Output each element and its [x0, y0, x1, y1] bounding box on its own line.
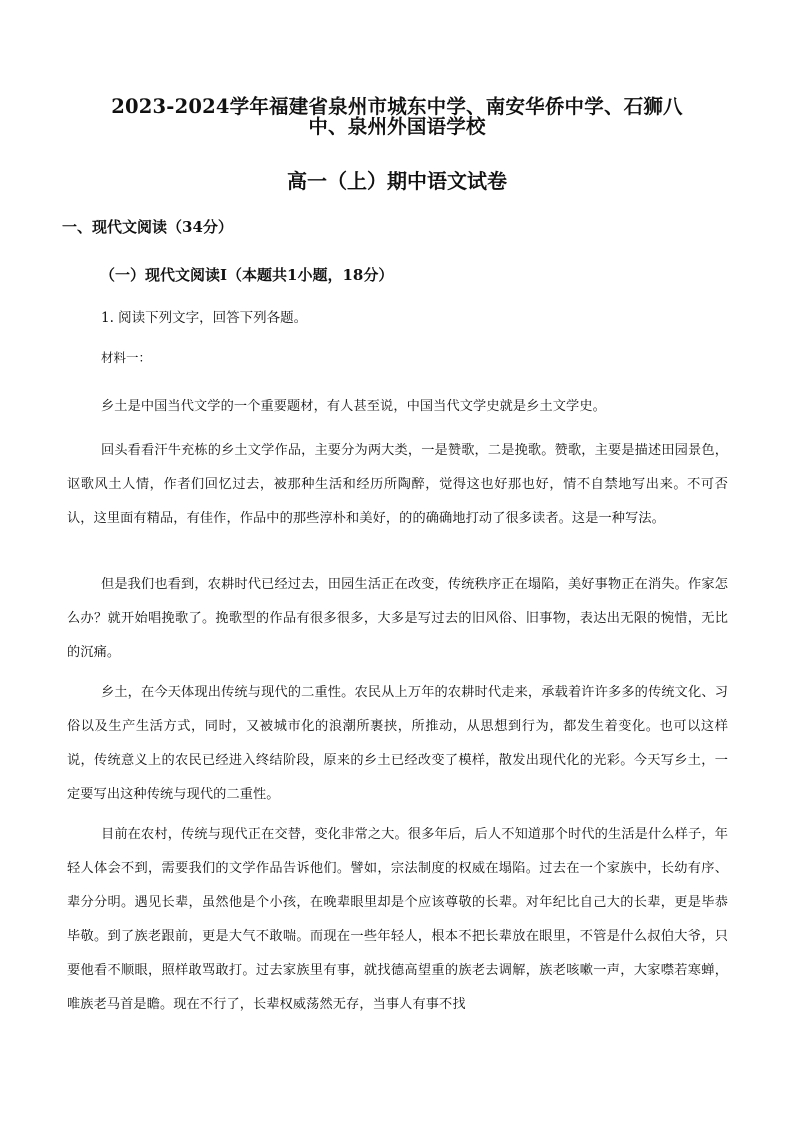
subsection-heading: （一）现代文阅读Ⅰ（本题共1小题，18分） — [100, 266, 394, 284]
document-title-line-1: 2023-2024学年福建省泉州市城东中学、南安华侨中学、石狮八 — [111, 95, 683, 118]
section-heading: 一、现代文阅读（34分） — [62, 218, 233, 236]
paragraph-3: 但是我们也看到，农耕时代已经过去，田园生活正在改变，传统秩序正在塌陷，美好事物正在消失。作家怎么办？就开始唱挽歌了。挽歌型的作品有很多很多，大多是写过去的旧风俗、旧事物，表达出无限的惋惜，无比的沉痛。 — [67, 577, 728, 660]
paragraph-1: 乡土是中国当代文学的一个重要题材，有人甚至说，中国当代文学史就是乡土文学史。 — [101, 399, 606, 414]
question-prompt: 1. 阅读下列文字，回答下列各题。 — [101, 310, 308, 326]
paragraph-4: 乡土，在今天体现出传统与现代的二重性。农民从上万年的农耕时代走来，承载着许许多多的传统文化、习俗以及生产生活方式，同时，又被城市化的浪潮所裹挟，所推动，从思想到行为，都发生着变化。也可以这样说，传统意义上的农民已经进入终结阶段，原来的乡土已经改变了模样，散发出现代化的光彩。今天写乡土，一定要写出这种传统与现代的二重性。 — [67, 685, 728, 802]
material-label: 材料一： — [101, 350, 152, 365]
paragraph-5: 目前在农村，传统与现代正在交替，变化非常之大。很多年后，后人不知道那个时代的生活是什么样子，年轻人体会不到，需要我们的文学作品告诉他们。譬如，宗法制度的权威在塌陷。过去在一个家族中，长幼有序、辈分分明。遇见长辈，虽然他是个小孩，在晚辈眼里却是个应该尊敬的长辈。对年纪比自己大的长辈，更是毕恭毕敬。到了族老跟前，更是大气不敢喘。而现在一些年轻人，根本不把长辈放在眼里，不管是什么叔伯大爷，只要他看不顺眼，照样敢骂敢打。过去家族里有事，就找德高望重的族老去调解，族老咳嗽一声，大家噤若寒蝉，唯族老马首是瞻。现在不行了，长辈权威荡然无存，当事人有事不找 — [67, 827, 728, 1012]
document-title-line-2: 中、泉州外国语学校 — [308, 115, 486, 138]
document-subtitle: 高一（上）期中语文试卷 — [287, 169, 507, 193]
paragraph-2: 回头看看汗牛充栋的乡土文学作品，主要分为两大类，一是赞歌，二是挽歌。赞歌，主要是描述田园景色，讴歌风土人情，作者们回忆过去，被那种生活和经历所陶醉，觉得这也好那也好，情不自禁地写出来。不可否认，这里面有精品，有佳作，作品中的那些淳朴和美好，的的确确地打动了很多读者。这是一种写法。 — [67, 443, 728, 526]
